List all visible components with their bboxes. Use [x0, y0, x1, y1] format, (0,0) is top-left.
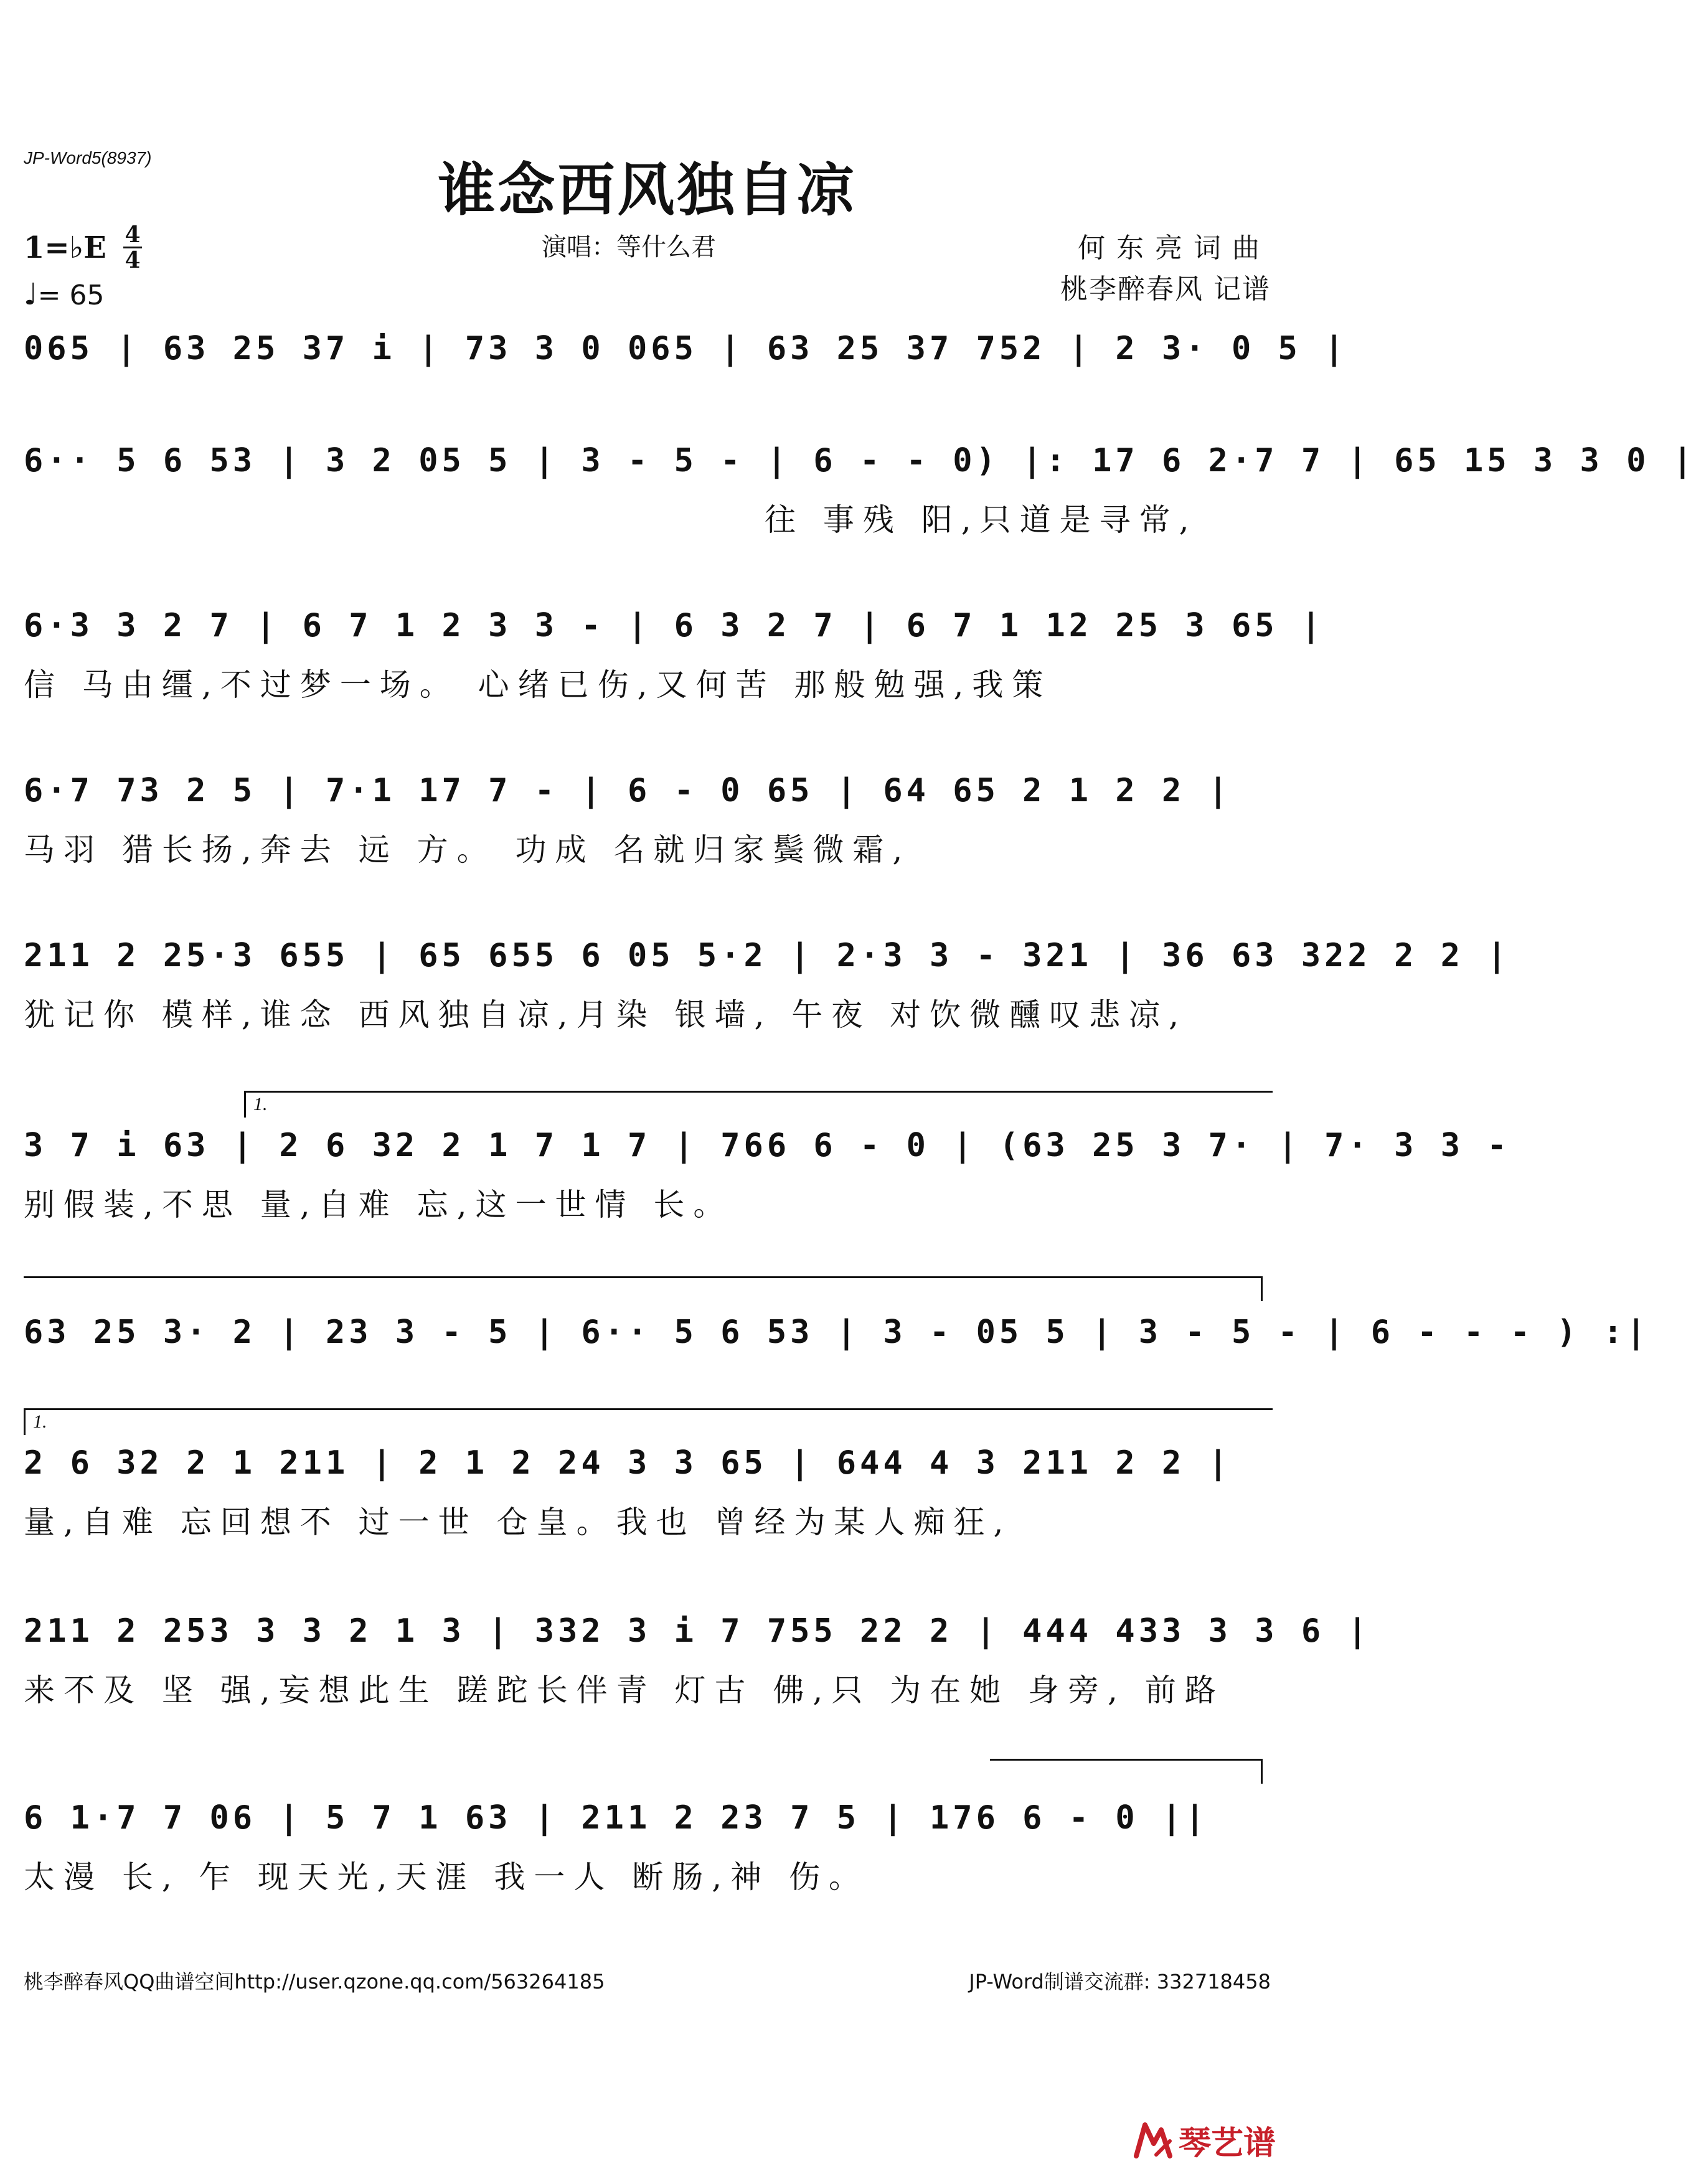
lyrics-line: 信 马由缰,不过梦一场。 心绪已伤,又何苦 那般勉强,我策	[24, 667, 1052, 703]
composer-credit: 何东亮词曲	[1078, 232, 1271, 264]
volta-end-tick	[1261, 1759, 1263, 1784]
tempo-marking	[24, 277, 104, 312]
notes-line: 63 25 3· 2 | 23 3 - 5 | 6·· 5 6 53 | 3 - 05 5 | 3 - 5 - | 6 - - - ) :|	[24, 1314, 1650, 1351]
site-logo[interactable]	[1131, 2117, 1276, 2163]
volta-bracket-1	[244, 1091, 1273, 1118]
lyrics-line: 别假装,不思 量,自难 忘,这一世情 长。	[24, 1187, 733, 1223]
volta-label: 1.	[33, 1411, 47, 1432]
lyrics-line: 量,自难 忘回想不 过一世 仓皇。我也 曾经为某人痴狂,	[24, 1504, 1012, 1540]
notes-line: 6·7 73 2 5 | 7·1 17 7 - | 6 - 0 65 | 64 65 2 1 2 2 |	[24, 772, 1232, 809]
lyrics-line: 太漫 长, 乍 现天光,天涯 我一人 断肠,神 伤。	[24, 1859, 869, 1895]
notes-line: 6·3 3 2 7 | 6 7 1 2 3 3 - | 6 3 2 7 | 6 7 1 12 25 3 65 |	[24, 607, 1325, 644]
volta-end-tick	[1261, 1276, 1263, 1301]
key-signature: 1=♭E	[24, 230, 106, 265]
logo-mark-icon	[1131, 2119, 1175, 2162]
volta-label: 1.	[253, 1094, 268, 1114]
notes-line: 211 2 25·3 655 | 65 655 6 05 5·2 | 2·3 3 - 321 | 36 63 322 2 2 |	[24, 937, 1510, 974]
time-signature	[123, 224, 142, 271]
footer-source-link[interactable]: 桃李醉春风QQ曲谱空间http://user.qzone.qq.com/563264185	[24, 1970, 605, 1993]
notes-line: 3 7 i 63 | 2 6 32 2 1 7 1 7 | 766 6 - 0 | (63 25 3 7· | 7· 3 3 -	[24, 1127, 1510, 1164]
quarter-note-icon: ♩	[24, 277, 38, 312]
lyrics-line: 犹记你 模样,谁念 西风独自凉,月染 银墙, 午夜 对饮微醺叹悲凉,	[24, 997, 1188, 1033]
singer-credit: 演唱：等什么君	[542, 233, 716, 261]
notes-line: 211 2 253 3 3 2 1 3 | 332 3 i 7 755 22 2 | 444 433 3 3 6 |	[24, 1612, 1371, 1650]
footer-group-info: JP-Word制谱交流群: 332718458	[969, 1970, 1271, 1993]
song-title: 谁念西风独自凉	[438, 157, 857, 224]
logo-text: 琴艺谱	[1178, 2125, 1276, 2162]
volta-bracket-3	[990, 1759, 1263, 1761]
meter-bottom: 4	[125, 247, 141, 273]
lyrics-line: 来不及 坚 强,妄想此生 蹉跎长伴青 灯古 佛,只 为在她 身旁, 前路	[24, 1672, 1225, 1708]
notes-line: 2 6 32 2 1 211 | 2 1 2 24 3 3 65 | 644 4 3 211 2 2 |	[24, 1444, 1232, 1482]
meter-top: 4	[125, 222, 141, 248]
notes-line: 065 | 63 25 37 i | 73 3 0 065 | 63 25 37 752 | 2 3· 0 5 |	[24, 330, 1348, 367]
lyrics-line: 往 事残 阳,只道是寻常,	[765, 502, 1198, 538]
transcriber-credit: 桃李醉春风 记谱	[1060, 273, 1271, 305]
software-tag: JP-Word5(8937)	[24, 148, 152, 167]
tempo-value: = 65	[37, 280, 105, 311]
lyrics-line: 马羽 猎长扬,奔去 远 方。 功成 名就归家鬓微霜,	[24, 832, 912, 868]
volta-continuation-line	[24, 1276, 1263, 1278]
volta-bracket-2	[24, 1408, 1273, 1435]
notes-line: 6·· 5 6 53 | 3 2 05 5 | 3 - 5 - | 6 - - 0) |: 17 6 2·7 7 | 65 15 3 3 0 |	[24, 442, 1696, 479]
notes-line: 6 1·7 7 06 | 5 7 1 63 | 211 2 23 7 5 | 176 6 - 0 ||	[24, 1799, 1208, 1837]
